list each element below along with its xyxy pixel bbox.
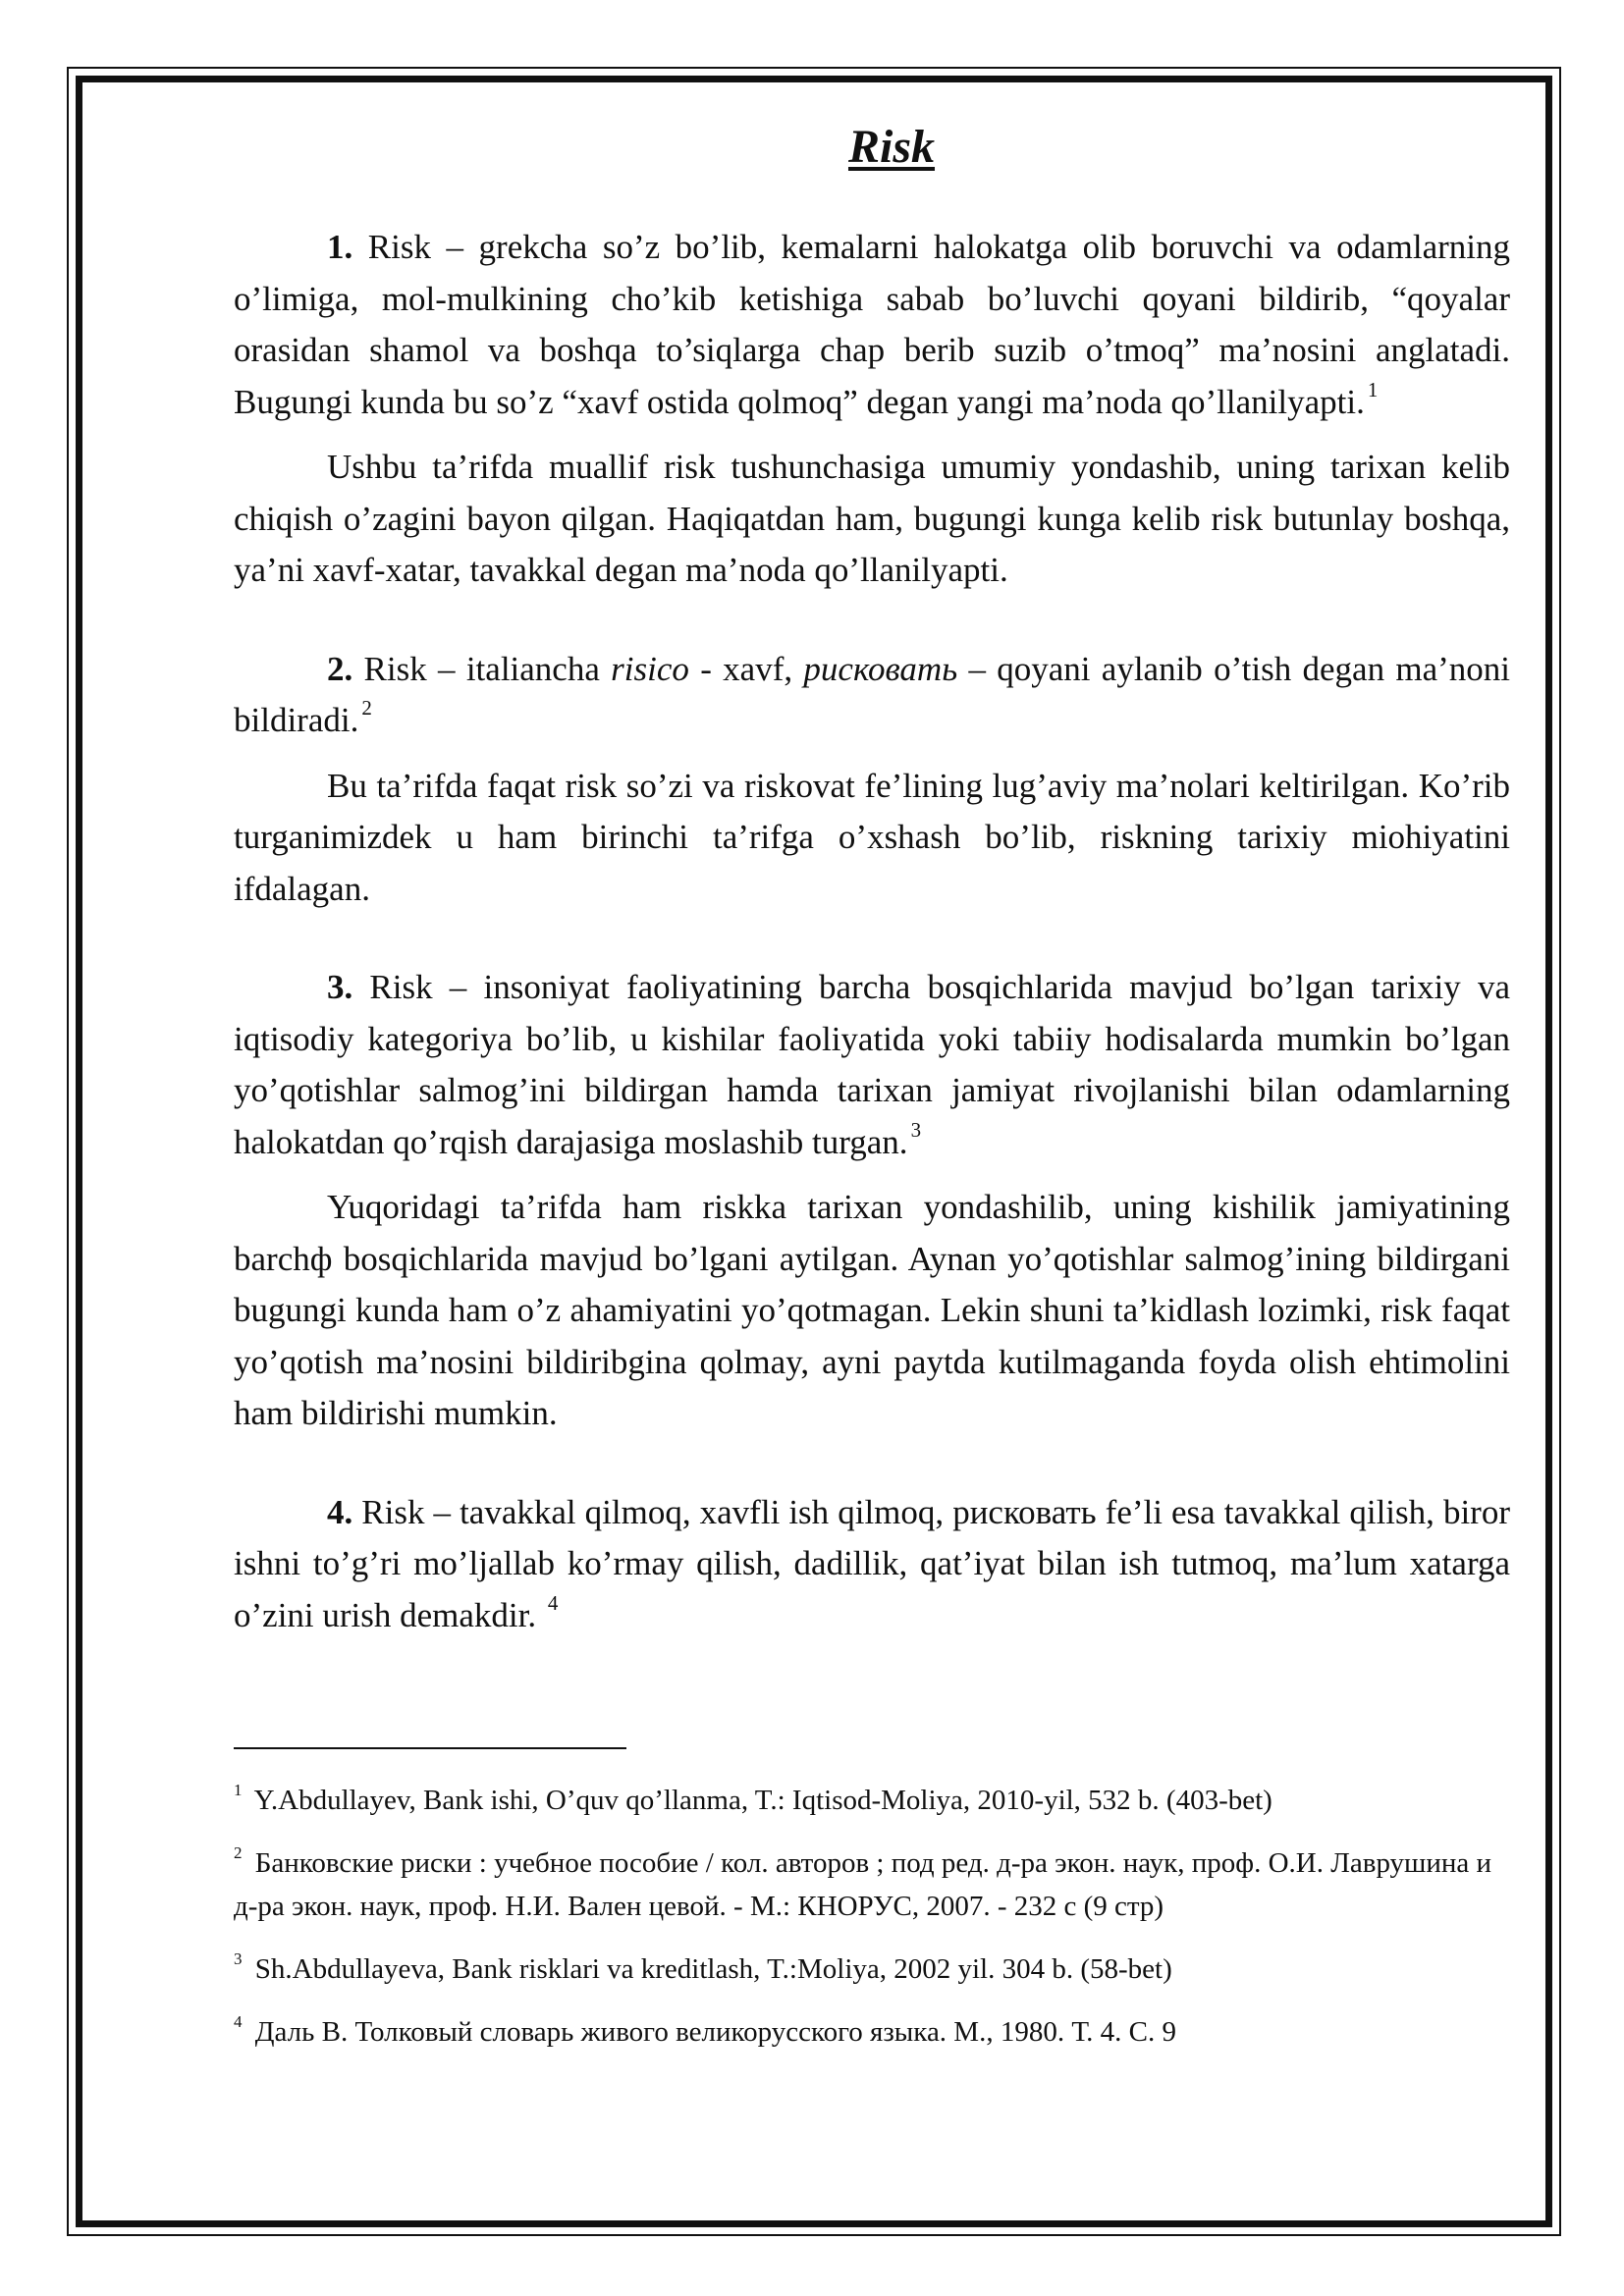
document-body	[234, 116, 1510, 2073]
footnote-text: Y.Abdullayev, Bank ishi, O’quv qo’llanma, T.: Iqtisod-Moliya, 2010-yil, 532 b. (403-bet)	[247, 1785, 1272, 1816]
footnote-ref[interactable]: 2	[361, 696, 372, 720]
definition-text: Risk – italiancha	[352, 649, 612, 688]
page-title: Risk	[847, 121, 936, 173]
definition-text: – qoyani aylanib o’tish degan ma’noni bildiradi.	[234, 649, 1510, 739]
definition-number: 4.	[327, 1492, 353, 1531]
definition-text: Risk – tavakkal qilmoq, xavfli ish qilmoq, рисковать fe’li esa tavakkal qilish, biror ishni to’g’ri mo’ljallab ko’rmay qilish, dadillik, qat’iyat bilan ish tutmoq, ma’lum xatarga o’zini urish demakdir.	[234, 1492, 1510, 1634]
definition-italic-term: risico	[611, 649, 689, 688]
footnote-4	[234, 2010, 1510, 2054]
footnote-ref[interactable]: 3	[910, 1117, 922, 1142]
footnote-number: 4	[234, 2012, 243, 2031]
footnote-3	[234, 1948, 1510, 1991]
footnote-1	[234, 1779, 1510, 1822]
footnote-number: 3	[234, 1949, 243, 1968]
definition-3	[234, 962, 1510, 1168]
definition-number: 1.	[327, 228, 353, 266]
footnote-text: Sh.Abdullayeva, Bank risklari va kreditlash, T.:Moliya, 2002 yil. 304 b. (58-bet)	[247, 1953, 1172, 1985]
definition-text: Risk – grekcha so’z bo’lib, kemalarni halokatga olib boruvchi va odamlarning o’limiga, mol-mulkining cho’kib ketishiga sabab bo’luvchi qoyani bildirib, “qoyalar orasidan shamol va boshqa to’siqlarga chap berib suzib o’tmoq” ma’nosini anglatadi. Bugungi kunda bu so’z “xavf ostida qolmoq” degan yangi ma’noda qo’llanilyapti.	[234, 228, 1510, 421]
footnote-number: 1	[234, 1781, 243, 1799]
commentary-1: Ushbu ta’rifda muallif risk tushunchasiga umumiy yondashib, uning tarixan kelib chiqish o’zagini bayon qilgan. Haqiqatdan ham, bugungi kunga kelib risk butunlay boshqa, ya’ni xavf-xatar, tavakkal degan ma’noda qo’llanilyapti.	[234, 448, 1510, 589]
definition-text: - xavf,	[688, 649, 804, 688]
footnote-separator	[234, 1747, 626, 1749]
footnote-2	[234, 1842, 1510, 1928]
definition-number: 2.	[327, 649, 353, 688]
footnote-ref[interactable]: 4	[547, 1590, 559, 1615]
definition-italic-term: рисковать	[803, 649, 958, 688]
definition-2	[234, 644, 1510, 747]
footnote-ref[interactable]: 1	[1367, 377, 1379, 401]
commentary-3: Yuqoridagi ta’rifda ham riskka tarixan yondashilib, uning kishilik jamiyatining barchф bosqichlarida mavjud bo’lgani aytilgan. Aynan yo’qotishlar salmog’ining bildirgani bugungi kunda ham o’z ahamiyatini yo’qotmagan. Lekin shuni ta’kidlash lozimki, risk faqat yo’qotish ma’nosini bildiribgina qolmay, ayni paytda kutilmaganda foyda olish ehtimolini ham bildirishi mumkin.	[234, 1188, 1510, 1432]
definition-4	[234, 1487, 1510, 1642]
footnote-number: 2	[234, 1843, 243, 1862]
definition-1	[234, 222, 1510, 428]
footnote-text: Банковские риски : учебное пособие / кол. авторов ; под ред. д-ра экон. наук, проф. О.И. Лаврушина и д-ра экон. наук, проф. Н.И. Вален цевой. - М.: КНОРУС, 2007. - 232 с (9 стр)	[234, 1847, 1492, 1922]
definition-text: Risk – insoniyat faoliyatining barcha bosqichlarida mavjud bo’lgan tarixiy va iqtisodiy kategoriya bo’lib, u kishilar faoliyatida yoki tabiiy hodisalarda mumkin bo’lgan yo’qotishlar salmog’ini bildirgan hamda tarixan jamiyat rivojlanishi bilan odamlarning halokatdan qo’rqish darajasiga moslashib turgan.	[234, 968, 1510, 1161]
footnote-text: Даль В. Толковый словарь живого великорусского языка. М., 1980. Т. 4. С. 9	[247, 2016, 1177, 2048]
commentary-2: Bu ta’rifda faqat risk so’zi va riskovat fe’lining lug’aviy ma’nolari keltirilgan. Ko’rib turganimizdek u ham birinchi ta’rifga o’xshash bo’lib, riskning tarixiy miohiyatini ifdalagan.	[234, 766, 1510, 908]
definition-number: 3.	[327, 968, 353, 1006]
